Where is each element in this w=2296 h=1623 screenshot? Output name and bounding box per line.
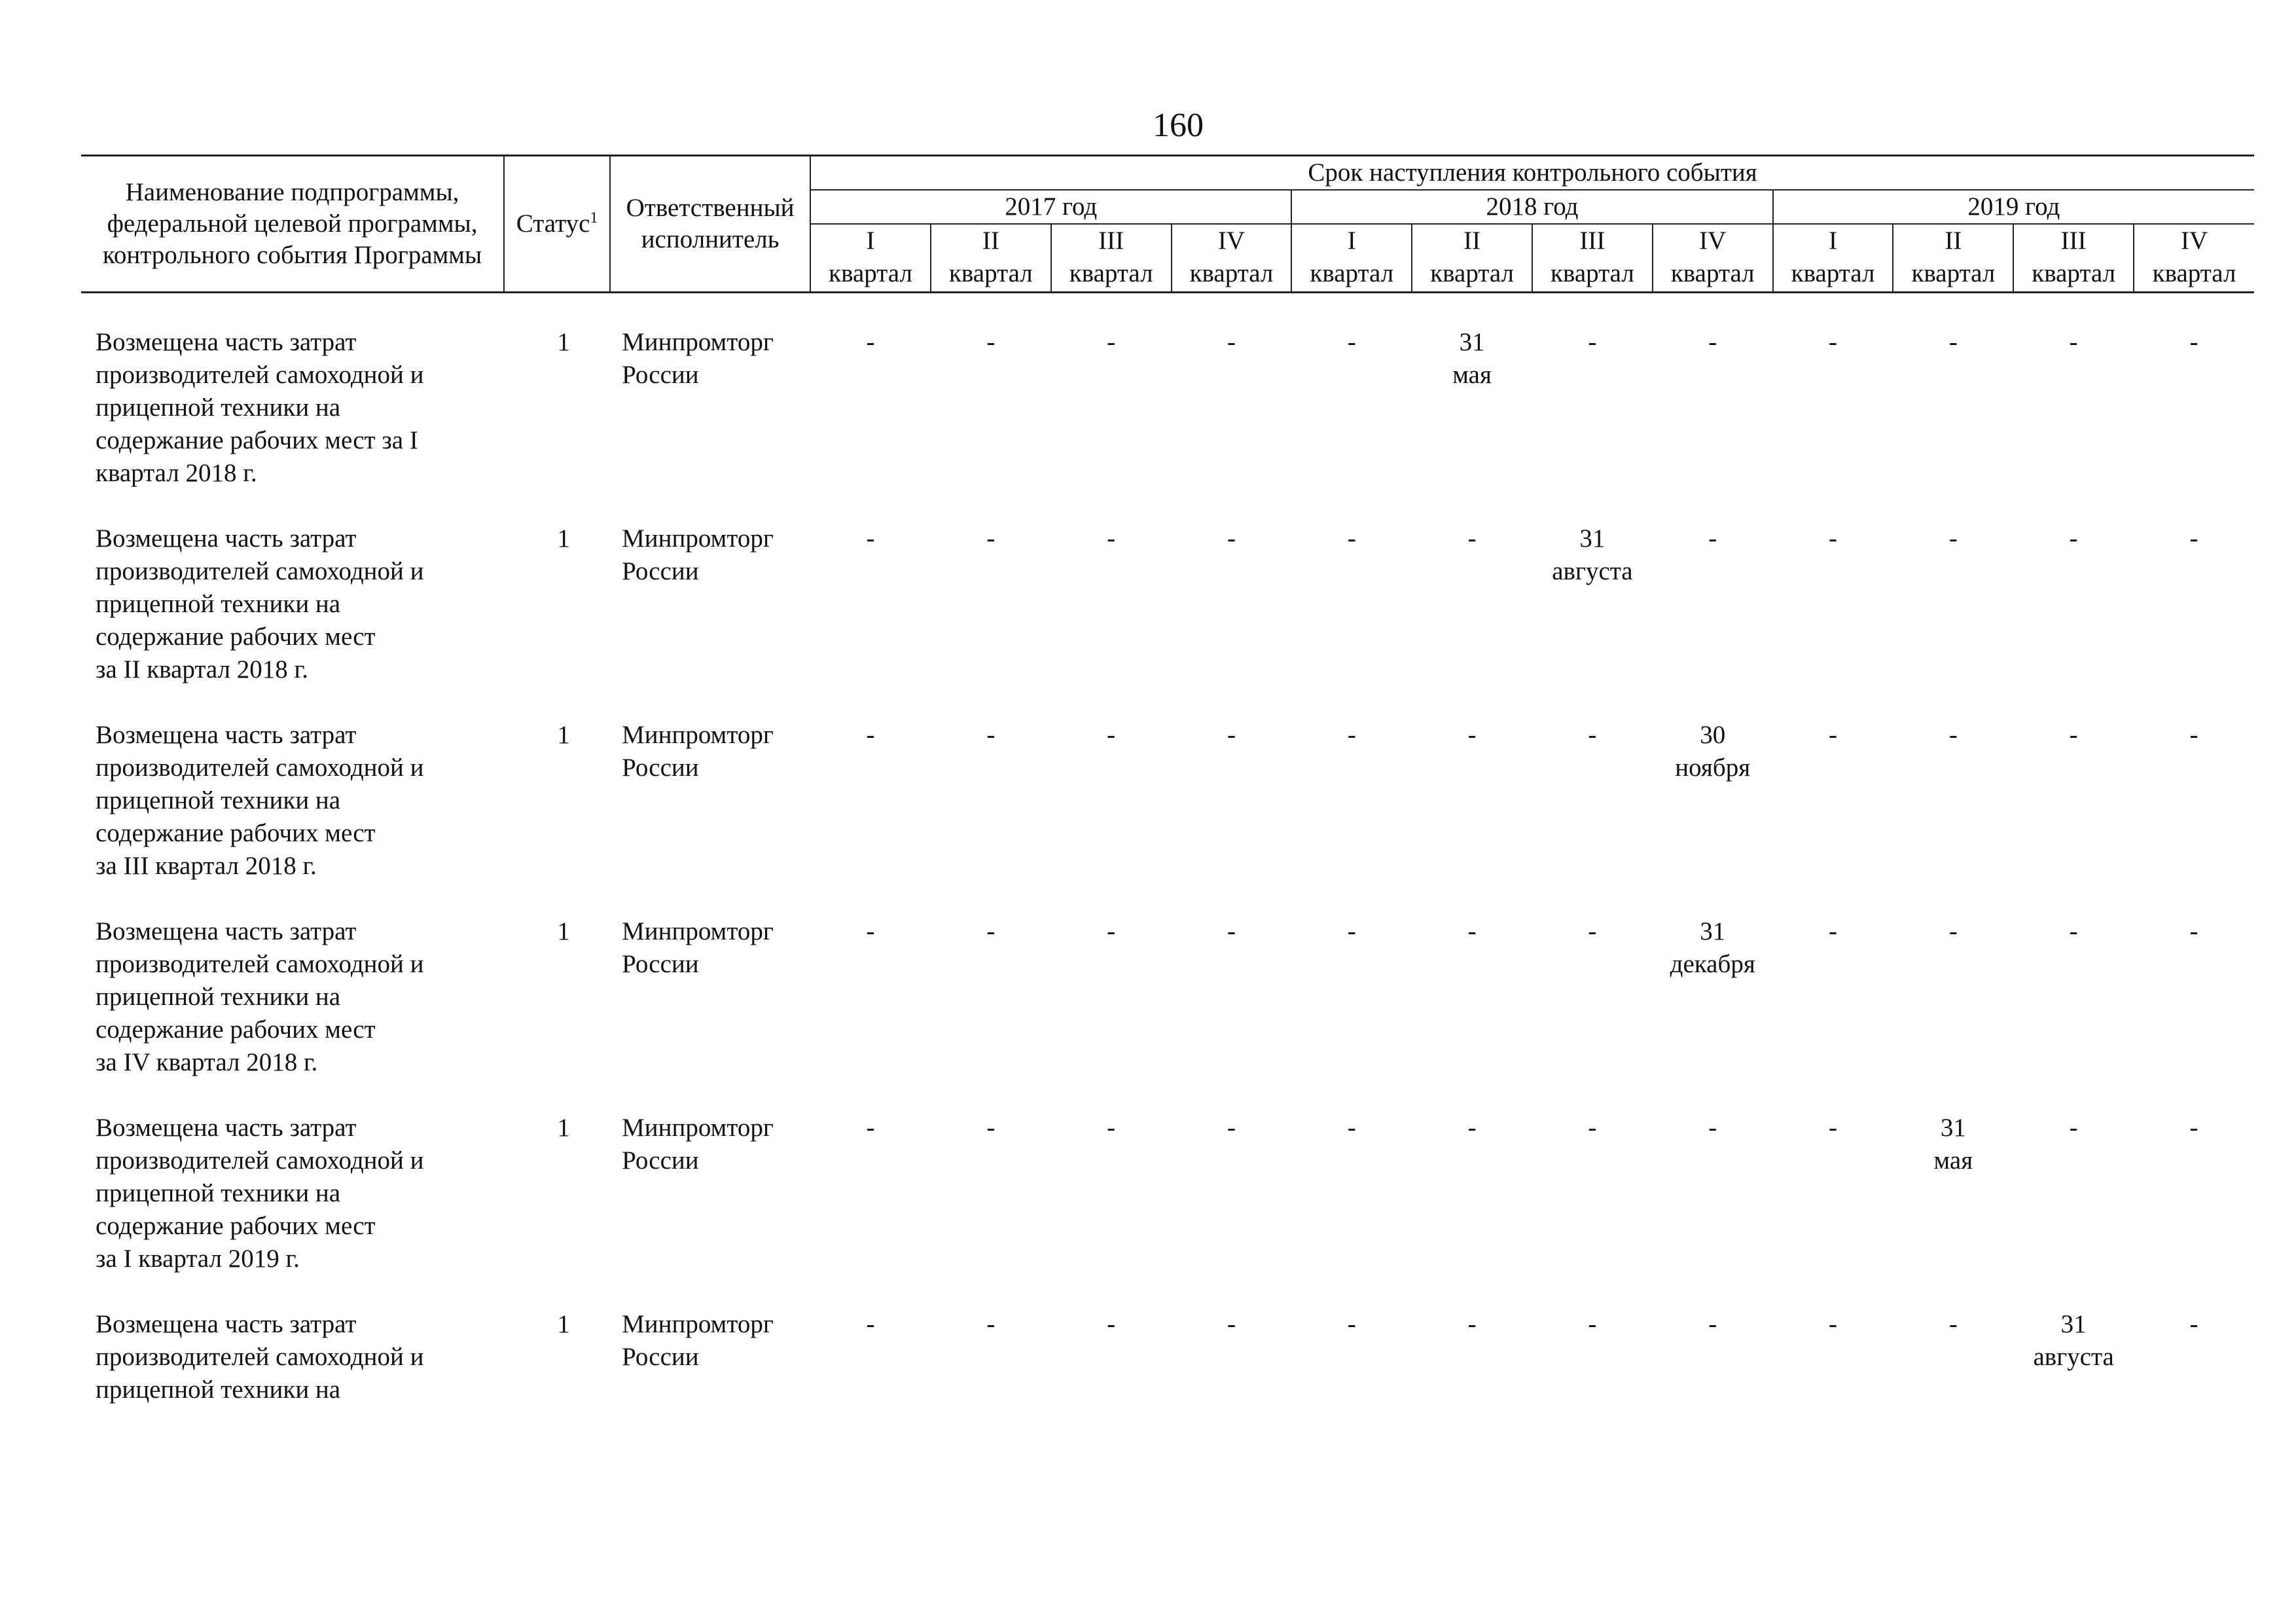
empty-dash: -	[1948, 721, 1958, 749]
header-status-footnote: 1	[590, 210, 598, 227]
responsible-line: России	[622, 1146, 699, 1175]
event-name-line: Возмещена часть затрат	[96, 721, 357, 749]
status-cell: 1	[557, 328, 570, 356]
empty-dash: -	[866, 917, 875, 945]
empty-dash: -	[1107, 328, 1116, 356]
responsible-cell	[610, 1308, 810, 1406]
quarter-numeral: II	[1412, 224, 1532, 257]
quarter-cell	[931, 1308, 1051, 1406]
empty-dash: -	[1708, 524, 1717, 553]
event-name-line: прицепной техники на	[96, 983, 341, 1011]
quarter-cell	[1291, 915, 1412, 1112]
empty-dash: -	[866, 721, 875, 749]
empty-dash: -	[1107, 917, 1116, 945]
quarter-cell	[1051, 522, 1172, 719]
empty-dash: -	[1107, 524, 1116, 553]
deadline-date-line: 31	[1700, 917, 1726, 945]
responsible-line: Минпромторг	[622, 1114, 774, 1142]
empty-dash: -	[1347, 524, 1356, 553]
empty-dash: -	[986, 1310, 996, 1338]
empty-dash: -	[2189, 328, 2198, 356]
quarter-cell	[1051, 1308, 1172, 1406]
responsible-line: России	[622, 361, 699, 389]
quarter-cell	[1172, 1112, 1292, 1308]
quarter-cell	[1773, 326, 1893, 522]
empty-dash: -	[1347, 917, 1356, 945]
empty-dash: -	[1829, 1310, 1838, 1338]
responsible-line: России	[622, 754, 699, 782]
empty-dash: -	[1708, 328, 1717, 356]
empty-dash: -	[1588, 328, 1597, 356]
event-name-line: содержание рабочих мест	[96, 1212, 376, 1240]
header-responsible-line: исполнитель	[641, 225, 780, 253]
status-cell: 1	[557, 1310, 570, 1338]
quarter-cell	[1773, 1112, 1893, 1308]
event-name-line: прицепной техники на	[96, 1376, 341, 1404]
empty-dash: -	[1227, 328, 1236, 356]
quarter-cell	[2134, 1308, 2254, 1406]
quarter-numeral: I	[810, 224, 931, 257]
event-name-cell	[81, 326, 504, 522]
quarter-cell	[1653, 915, 1773, 1112]
empty-dash: -	[1588, 1310, 1597, 1338]
empty-dash: -	[1467, 1114, 1477, 1142]
header-year-2019: 2019 год	[1773, 190, 2254, 224]
empty-dash: -	[1829, 1114, 1838, 1142]
quarter-label: квартал	[931, 257, 1051, 293]
event-name-line: за II квартал 2018 г.	[96, 655, 308, 684]
quarter-cell	[2013, 522, 2134, 719]
empty-dash: -	[866, 328, 875, 356]
quarter-cell	[2134, 326, 2254, 522]
deadline-date-line: 31	[1940, 1114, 1966, 1142]
table-body	[81, 293, 2254, 1407]
deadline-date-line: 31	[2060, 1310, 2087, 1338]
table-row	[81, 719, 2254, 915]
empty-dash: -	[1467, 1310, 1477, 1338]
quarter-numeral: I	[1773, 224, 1893, 257]
event-name-line: содержание рабочих мест	[96, 1015, 376, 1044]
empty-dash: -	[1708, 1310, 1717, 1338]
quarter-label: квартал	[1893, 257, 2013, 293]
empty-dash: -	[1347, 721, 1356, 749]
empty-dash: -	[2069, 721, 2078, 749]
quarter-label: квартал	[1291, 257, 1412, 293]
quarter-cell	[1893, 522, 2013, 719]
event-name-line: производителей самоходной и	[96, 1343, 424, 1371]
quarter-cell	[1532, 719, 1653, 915]
empty-dash: -	[986, 1114, 996, 1142]
quarter-cell	[1172, 522, 1292, 719]
status-cell: 1	[557, 1114, 570, 1142]
header-deadline-title: Срок наступления контрольного события	[810, 156, 2254, 191]
empty-dash: -	[1829, 524, 1838, 553]
deadline-date-line: августа	[2033, 1343, 2114, 1371]
quarter-cell	[1532, 326, 1653, 522]
quarter-cell	[1893, 326, 2013, 522]
empty-dash: -	[1107, 1310, 1116, 1338]
header-gap	[81, 293, 2254, 327]
quarter-cell	[1051, 326, 1172, 522]
quarter-cell	[1773, 915, 1893, 1112]
quarter-cell	[810, 1308, 931, 1406]
event-name-line: Возмещена часть затрат	[96, 524, 357, 553]
quarter-cell	[1412, 1112, 1532, 1308]
responsible-cell	[610, 915, 810, 1112]
empty-dash: -	[1708, 1114, 1717, 1142]
empty-dash: -	[866, 1114, 875, 1142]
deadline-date-line: мая	[1933, 1146, 1973, 1175]
quarter-cell	[1051, 1112, 1172, 1308]
quarter-cell	[1653, 1112, 1773, 1308]
event-name-line: Возмещена часть затрат	[96, 1114, 357, 1142]
empty-dash: -	[2189, 1310, 2198, 1338]
deadline-date-line: 31	[1459, 328, 1485, 356]
quarter-cell	[1412, 719, 1532, 915]
event-name-line: содержание рабочих мест	[96, 819, 376, 847]
event-name-line: производителей самоходной и	[96, 557, 424, 585]
event-name-cell	[81, 1112, 504, 1308]
quarter-cell	[1893, 1308, 2013, 1406]
empty-dash: -	[1227, 1310, 1236, 1338]
quarter-cell	[931, 522, 1051, 719]
empty-dash: -	[986, 721, 996, 749]
quarter-label: квартал	[1172, 257, 1292, 293]
quarter-numeral: IV	[1653, 224, 1773, 257]
event-name-cell	[81, 719, 504, 915]
event-name-line: прицепной техники на	[96, 1179, 341, 1207]
table-row	[81, 326, 2254, 522]
empty-dash: -	[1227, 917, 1236, 945]
quarter-cell	[2013, 1112, 2134, 1308]
quarter-cell	[931, 1112, 1051, 1308]
empty-dash: -	[1347, 1114, 1356, 1142]
quarter-cell	[1291, 1112, 1412, 1308]
responsible-line: России	[622, 950, 699, 978]
deadline-date-line: 30	[1700, 721, 1726, 749]
event-name-line: за IV квартал 2018 г.	[96, 1048, 318, 1076]
quarter-cell	[931, 719, 1051, 915]
empty-dash: -	[1948, 328, 1958, 356]
empty-dash: -	[1107, 1114, 1116, 1142]
deadline-date-line: декабря	[1670, 950, 1755, 978]
event-name-line: квартал 2018 г.	[96, 459, 257, 487]
header-status-label: Статус	[516, 210, 590, 238]
control-events-table	[81, 155, 2254, 1406]
deadline-date-line: мая	[1452, 361, 1492, 389]
quarter-cell	[1412, 915, 1532, 1112]
responsible-line: Минпромторг	[622, 1310, 774, 1338]
quarter-numeral: III	[1051, 224, 1172, 257]
quarter-cell	[810, 719, 931, 915]
quarter-cell	[1051, 915, 1172, 1112]
header-gap-cell	[81, 293, 2254, 327]
empty-dash: -	[2069, 524, 2078, 553]
quarter-label: квартал	[2013, 257, 2134, 293]
event-name-line: прицепной техники на	[96, 590, 341, 618]
quarter-cell	[810, 1112, 931, 1308]
quarter-cell	[931, 915, 1051, 1112]
header-year-2017: 2017 год	[810, 190, 1291, 224]
quarter-cell	[1172, 326, 1292, 522]
quarter-label: квартал	[1773, 257, 1893, 293]
quarter-cell	[1532, 1308, 1653, 1406]
quarter-numeral: I	[1291, 224, 1412, 257]
quarter-cell	[1412, 1308, 1532, 1406]
empty-dash: -	[1588, 1114, 1597, 1142]
empty-dash: -	[986, 328, 996, 356]
empty-dash: -	[2069, 917, 2078, 945]
responsible-line: Минпромторг	[622, 524, 774, 553]
event-name-line: производителей самоходной и	[96, 361, 424, 389]
page-number: 160	[1153, 107, 1204, 144]
empty-dash: -	[1948, 917, 1958, 945]
empty-dash: -	[1347, 328, 1356, 356]
empty-dash: -	[866, 524, 875, 553]
event-name-line: Возмещена часть затрат	[96, 328, 357, 356]
empty-dash: -	[1227, 1114, 1236, 1142]
empty-dash: -	[2189, 917, 2198, 945]
empty-dash: -	[1588, 721, 1597, 749]
empty-dash: -	[1467, 721, 1477, 749]
status-cell: 1	[557, 721, 570, 749]
quarter-cell	[2013, 326, 2134, 522]
empty-dash: -	[1347, 1310, 1356, 1338]
event-name-line: содержание рабочих мест	[96, 623, 376, 651]
quarter-cell	[2134, 1112, 2254, 1308]
header-status-column	[504, 156, 610, 293]
empty-dash: -	[1948, 524, 1958, 553]
event-name-line: производителей самоходной и	[96, 754, 424, 782]
quarter-cell	[1532, 522, 1653, 719]
event-name-line: содержание рабочих мест за I	[96, 426, 418, 454]
quarter-cell	[1291, 522, 1412, 719]
quarter-cell	[1291, 719, 1412, 915]
responsible-cell	[610, 326, 810, 522]
empty-dash: -	[986, 917, 996, 945]
quarter-cell	[1893, 1112, 2013, 1308]
quarter-cell	[1532, 915, 1653, 1112]
quarter-cell	[1172, 915, 1292, 1112]
quarter-cell	[931, 326, 1051, 522]
responsible-line: Минпромторг	[622, 328, 774, 356]
responsible-cell	[610, 522, 810, 719]
quarter-cell	[1893, 719, 2013, 915]
quarter-cell	[1412, 522, 1532, 719]
header-name-line: Наименование подпрограммы,	[125, 178, 459, 206]
empty-dash: -	[866, 1310, 875, 1338]
empty-dash: -	[2189, 721, 2198, 749]
quarter-cell	[2013, 1308, 2134, 1406]
quarter-cell	[1893, 915, 2013, 1112]
empty-dash: -	[986, 524, 996, 553]
deadline-date-line: августа	[1552, 557, 1633, 585]
deadline-date-line: 31	[1579, 524, 1605, 553]
event-name-line: прицепной техники на	[96, 393, 341, 422]
quarter-cell	[1653, 522, 1773, 719]
empty-dash: -	[1829, 328, 1838, 356]
quarter-label: квартал	[1051, 257, 1172, 293]
responsible-line: Минпромторг	[622, 721, 774, 749]
header-name-line: федеральной целевой программы,	[107, 210, 478, 238]
empty-dash: -	[2189, 1114, 2198, 1142]
empty-dash: -	[2069, 1114, 2078, 1142]
table-row	[81, 1308, 2254, 1406]
quarter-cell	[1172, 719, 1292, 915]
quarter-cell	[1773, 522, 1893, 719]
empty-dash: -	[1467, 917, 1477, 945]
event-name-cell	[81, 1308, 504, 1406]
quarter-cell	[1412, 326, 1532, 522]
empty-dash: -	[2189, 524, 2198, 553]
table-row	[81, 522, 2254, 719]
quarter-cell	[810, 326, 931, 522]
responsible-line: России	[622, 557, 699, 585]
responsible-line: Минпромторг	[622, 917, 774, 945]
quarter-cell	[1773, 719, 1893, 915]
quarter-cell	[2013, 719, 2134, 915]
deadline-date-line: ноября	[1675, 754, 1751, 782]
table-row	[81, 1112, 2254, 1308]
event-name-line: Возмещена часть затрат	[96, 917, 357, 945]
empty-dash: -	[1948, 1310, 1958, 1338]
header-responsible-column	[610, 156, 810, 293]
event-name-line: производителей самоходной и	[96, 1146, 424, 1175]
quarter-numeral: II	[1893, 224, 2013, 257]
quarter-label: квартал	[1532, 257, 1653, 293]
quarter-numeral: IV	[2134, 224, 2254, 257]
empty-dash: -	[1227, 524, 1236, 553]
quarter-numeral: II	[931, 224, 1051, 257]
event-name-cell	[81, 915, 504, 1112]
status-cell: 1	[557, 917, 570, 945]
empty-dash: -	[1829, 721, 1838, 749]
empty-dash: -	[1227, 721, 1236, 749]
empty-dash: -	[1467, 524, 1477, 553]
quarter-cell	[810, 522, 931, 719]
quarter-cell	[2013, 915, 2134, 1112]
header-year-2018: 2018 год	[1291, 190, 1772, 224]
header-name-line: контрольного события Программы	[102, 241, 482, 269]
quarter-cell	[1653, 719, 1773, 915]
quarter-numeral: IV	[1172, 224, 1292, 257]
header-name-column	[81, 156, 504, 293]
quarter-cell	[2134, 522, 2254, 719]
quarter-cell	[1291, 326, 1412, 522]
quarter-numeral: III	[1532, 224, 1653, 257]
empty-dash: -	[1588, 917, 1597, 945]
table-row	[81, 915, 2254, 1112]
event-name-line: за I квартал 2019 г.	[96, 1245, 300, 1273]
quarter-label: квартал	[2134, 257, 2254, 293]
quarter-numeral: III	[2013, 224, 2134, 257]
quarter-cell	[1172, 1308, 1292, 1406]
quarter-label: квартал	[810, 257, 931, 293]
responsible-cell	[610, 1112, 810, 1308]
empty-dash: -	[1107, 721, 1116, 749]
table-header	[81, 156, 2254, 293]
quarter-cell	[810, 915, 931, 1112]
responsible-line: России	[622, 1343, 699, 1371]
quarter-cell	[1653, 326, 1773, 522]
header-responsible-line: Ответственный	[626, 194, 795, 222]
quarter-label: квартал	[1653, 257, 1773, 293]
event-name-line: производителей самоходной и	[96, 950, 424, 978]
quarter-cell	[2134, 719, 2254, 915]
quarter-cell	[1291, 1308, 1412, 1406]
quarter-cell	[1773, 1308, 1893, 1406]
event-name-line: прицепной техники на	[96, 786, 341, 814]
event-name-line: за III квартал 2018 г.	[96, 852, 317, 880]
responsible-cell	[610, 719, 810, 915]
status-cell: 1	[557, 524, 570, 553]
quarter-cell	[1532, 1112, 1653, 1308]
quarter-cell	[1051, 719, 1172, 915]
quarter-label: квартал	[1412, 257, 1532, 293]
event-name-cell	[81, 522, 504, 719]
quarter-cell	[1653, 1308, 1773, 1406]
empty-dash: -	[1829, 917, 1838, 945]
empty-dash: -	[2069, 328, 2078, 356]
quarter-cell	[2134, 915, 2254, 1112]
event-name-line: Возмещена часть затрат	[96, 1310, 357, 1338]
